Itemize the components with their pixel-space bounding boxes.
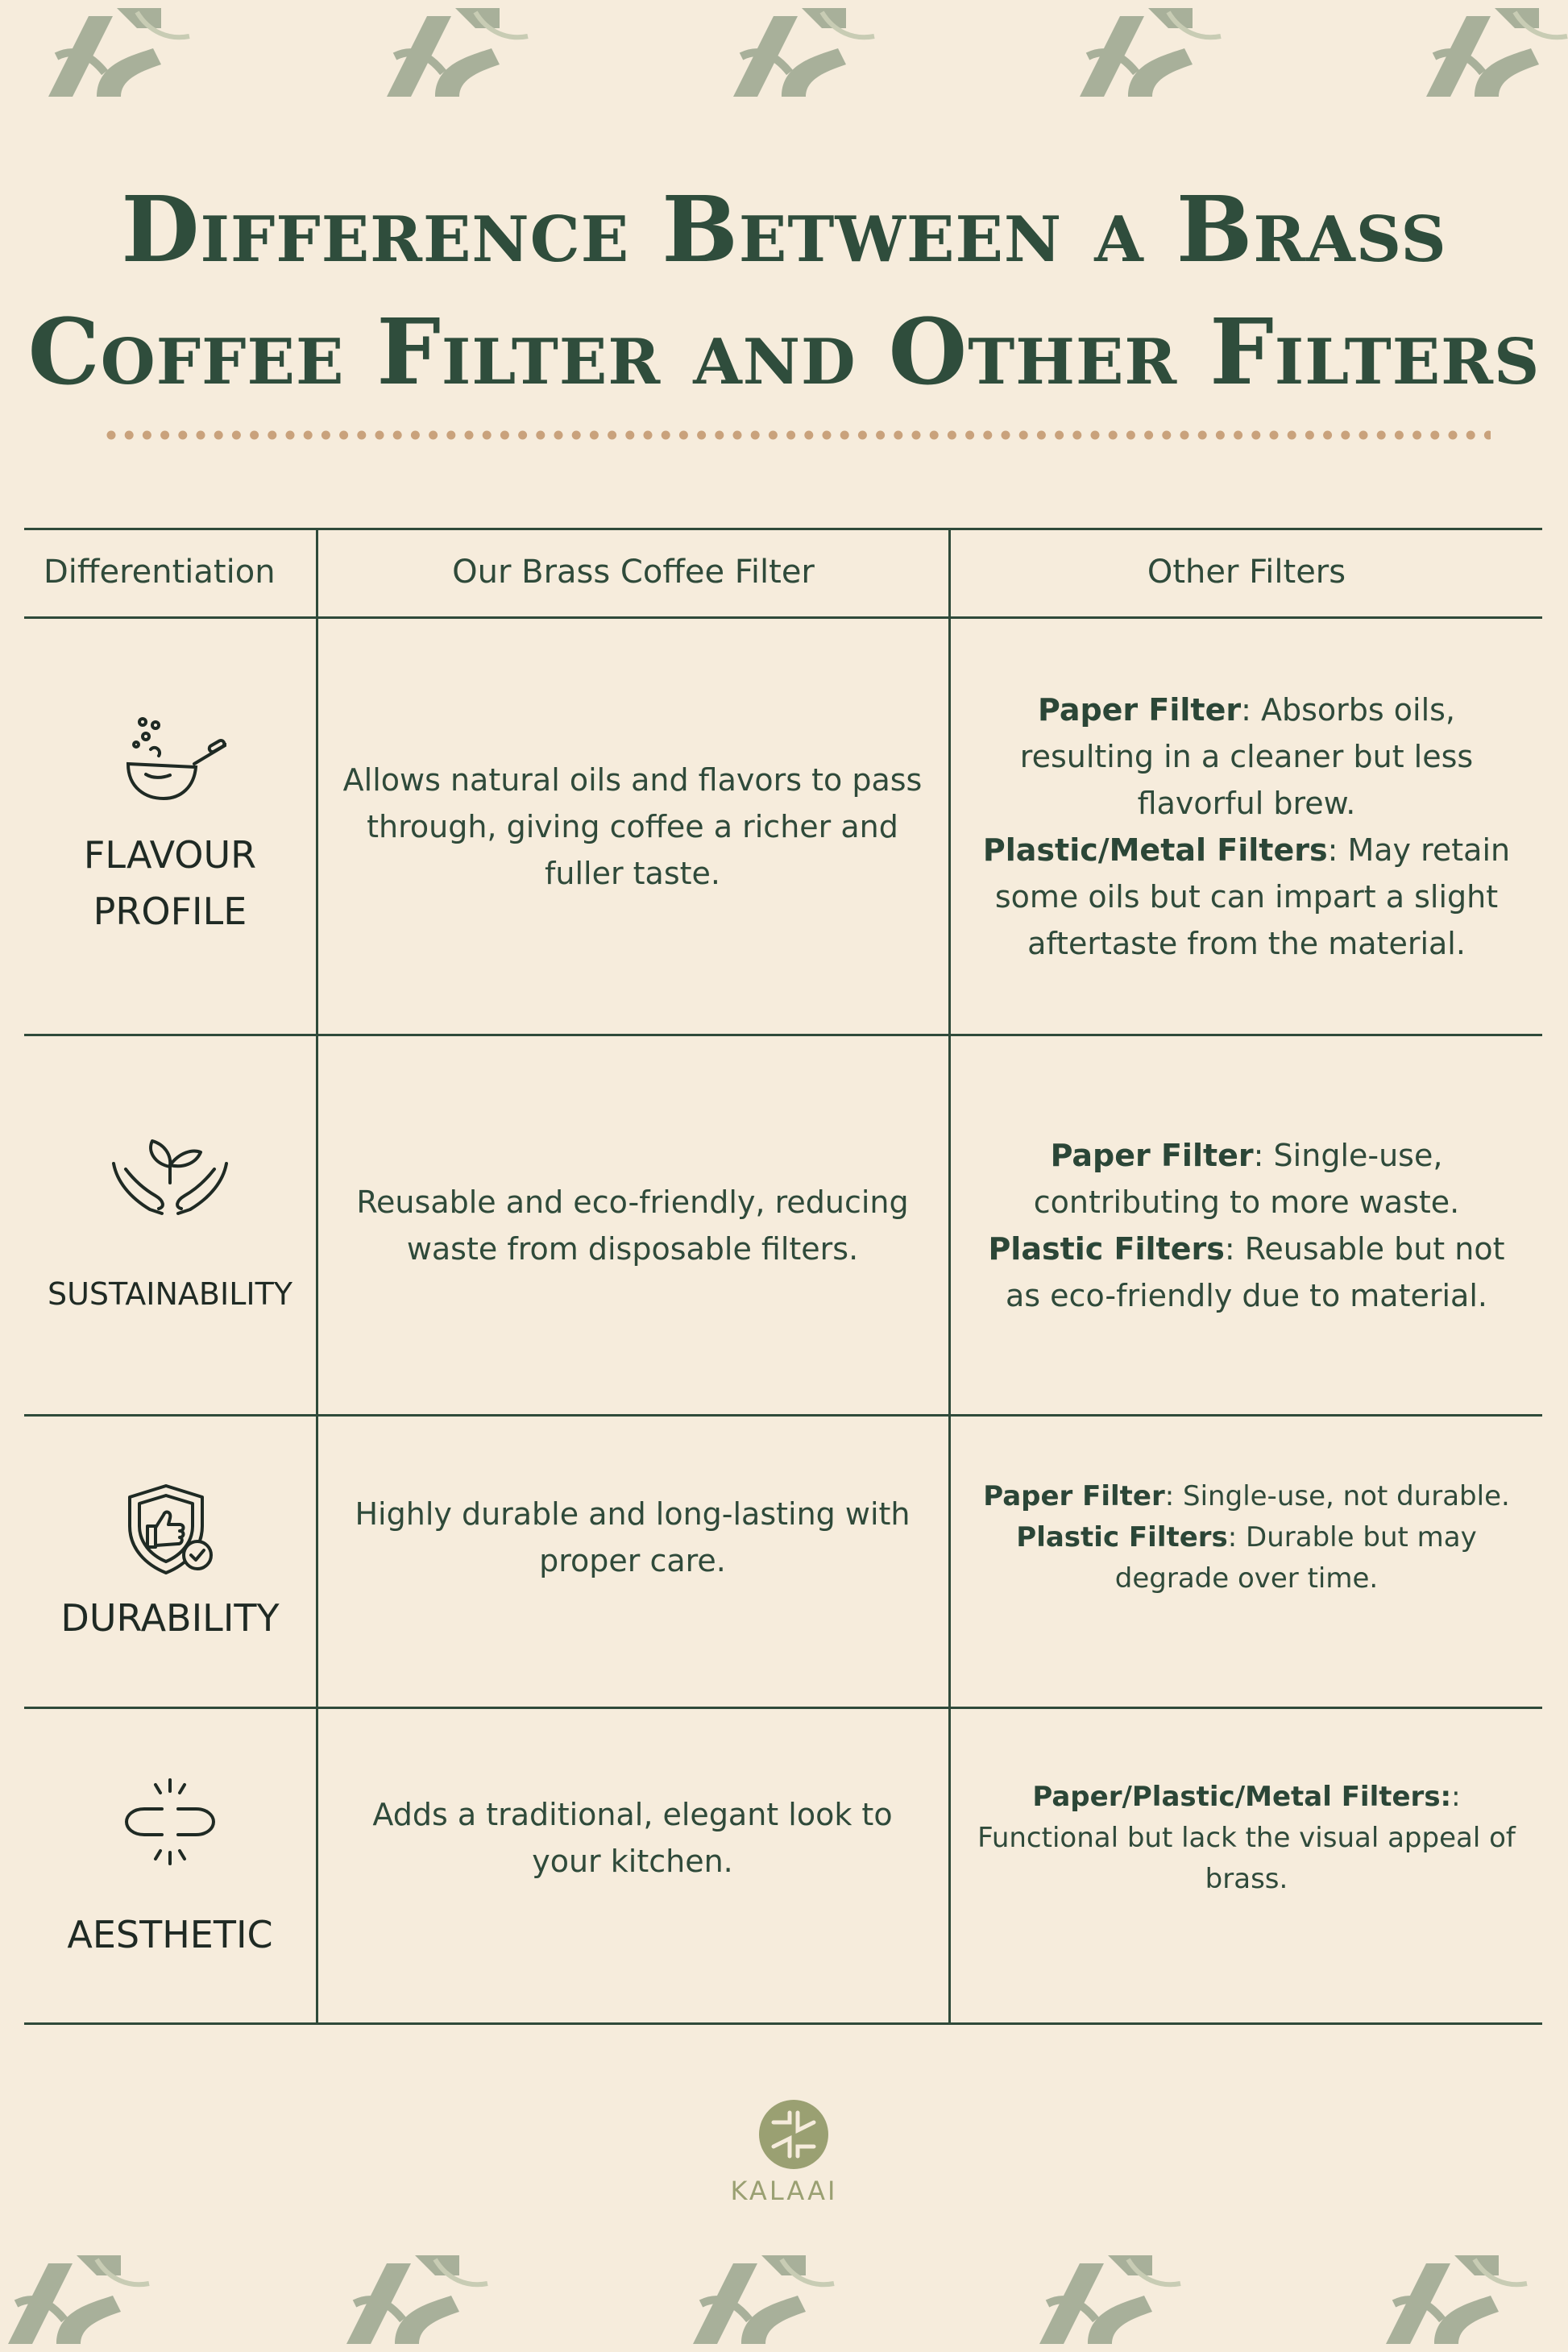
- divider-dot: [446, 431, 455, 440]
- divider-dot: [125, 431, 134, 440]
- page-title: [0, 169, 1568, 414]
- header-other-filters: Other Filters: [1147, 554, 1346, 591]
- filter-name: Paper Filter: [1037, 691, 1242, 728]
- brand-name: KALAAI: [730, 2176, 838, 2206]
- divider-dot: [1144, 431, 1153, 440]
- divider-dot: [1430, 431, 1439, 440]
- divider-dot: [393, 431, 402, 440]
- filter-name: Paper/Plastic/Metal Filters:: [1032, 1780, 1452, 1813]
- header-differentiation: Differentiation: [44, 554, 276, 591]
- divider-dot: [858, 431, 867, 440]
- divider-dot: [1216, 431, 1225, 440]
- divider-dot: [786, 431, 795, 440]
- filter-desc: : May retain some oils but can impart a slight aftertaste from the material.: [994, 832, 1511, 961]
- divider-dot: [197, 431, 205, 440]
- divider-dot: [1072, 431, 1081, 440]
- comparison-table: [24, 528, 1542, 2025]
- label-line: PROFILE: [93, 889, 247, 933]
- divider-dot: [625, 431, 634, 440]
- filter-desc: : Durable but may degrade over time.: [1114, 1520, 1477, 1595]
- divider-dot: [662, 431, 670, 440]
- divider-dot: [107, 431, 116, 440]
- title-line-1: Difference Between a Brass: [121, 177, 1447, 283]
- divider-dot: [1234, 431, 1242, 440]
- divider-dot: [1251, 431, 1260, 440]
- filter-desc: : Absorbs oils, resulting in a cleaner but less flavorful brew.: [1019, 691, 1474, 821]
- brass-durability-cell: [342, 1417, 923, 1658]
- divider-dot: [1162, 431, 1171, 440]
- divider-dot: [948, 431, 956, 440]
- column-divider: [316, 528, 318, 2025]
- bottom-pattern-band: [0, 2247, 1568, 2352]
- row-label-sustainability: [24, 1036, 316, 1414]
- divider-dot: [214, 431, 223, 440]
- divider-dot: [894, 431, 902, 440]
- dotted-divider: [105, 427, 1491, 443]
- divider-dot: [590, 431, 599, 440]
- divider-dot: [1412, 431, 1421, 440]
- divider-dot: [1126, 431, 1135, 440]
- divider-dot: [483, 431, 492, 440]
- filter-name: Plastic Filters: [1016, 1520, 1228, 1553]
- divider-dot: [286, 431, 295, 440]
- cell-text: Reusable and eco-friendly, reducing waste from disposable filters.: [356, 1184, 909, 1267]
- divider-dot: [500, 431, 509, 440]
- filter-name: Plastic Filters: [988, 1230, 1225, 1267]
- divider-dot: [1359, 431, 1368, 440]
- divider-dot: [1198, 431, 1207, 440]
- divider-dot: [697, 431, 706, 440]
- column-divider: [948, 528, 951, 2025]
- row-label-aesthetic: [24, 1709, 316, 2022]
- divider-dot: [178, 431, 187, 440]
- filter-name: Paper Filter: [1050, 1137, 1254, 1173]
- divider-dot: [1305, 431, 1314, 440]
- other-durability-cell: [967, 1417, 1526, 1658]
- divider-dot: [554, 431, 563, 440]
- divider-dot: [411, 431, 420, 440]
- divider-dot: [983, 431, 992, 440]
- broken-link-icon: [114, 1773, 226, 1870]
- table-rule: [24, 2022, 1542, 2025]
- divider-dot: [429, 431, 438, 440]
- divider-dot: [1180, 431, 1189, 440]
- top-pattern-band: [0, 0, 1568, 105]
- row-label-text: SUSTAINABILITY: [47, 1276, 293, 1312]
- filter-desc: : Functional but lack the visual appeal of brass.: [977, 1780, 1516, 1895]
- divider-dot: [930, 431, 939, 440]
- divider-dot: [465, 431, 474, 440]
- divider-dot: [733, 431, 742, 440]
- divider-dot: [1055, 431, 1064, 440]
- cell-text: Highly durable and long-lasting with proper care.: [355, 1496, 911, 1578]
- divider-dot: [304, 431, 313, 440]
- filter-desc: : Reusable but not as eco-friendly due to material.: [1006, 1230, 1505, 1313]
- divider-dot: [769, 431, 778, 440]
- row-label-text: AESTHETIC: [67, 1912, 273, 1956]
- divider-dot: [518, 431, 527, 440]
- divider-dot: [876, 431, 885, 440]
- cell-text: Adds a traditional, elegant look to your kitchen.: [372, 1797, 893, 1879]
- filter-name: Plastic/Metal Filters: [982, 832, 1328, 868]
- divider-dot: [751, 431, 760, 440]
- table-rule: [24, 528, 1542, 530]
- row-label-text: [84, 827, 256, 940]
- divider-dot: [679, 431, 688, 440]
- filter-desc: : Single-use, not durable.: [1164, 1479, 1510, 1512]
- other-sustainability-cell: [967, 1036, 1526, 1414]
- divider-dot: [644, 431, 653, 440]
- kalaai-logo-icon: [757, 2098, 830, 2171]
- divider-dot: [1323, 431, 1332, 440]
- divider-dot: [1109, 431, 1118, 440]
- divider-dot: [268, 431, 276, 440]
- other-flavour-cell: [967, 619, 1526, 1034]
- divider-dot: [357, 431, 366, 440]
- label-line: FLAVOUR: [83, 832, 257, 877]
- divider-dot: [1270, 431, 1279, 440]
- divider-dot: [160, 431, 169, 440]
- divider-dot: [1091, 431, 1100, 440]
- divider-dot: [1395, 431, 1404, 440]
- shield-thumbs-up-icon: [122, 1481, 218, 1578]
- decorative-pattern-icon: [0, 0, 1568, 105]
- cell-text: Allows natural oils and flavors to pass through, giving coffee a richer and fuller taste.: [342, 761, 923, 891]
- divider-dot: [375, 431, 384, 440]
- filter-name: Paper Filter: [983, 1479, 1165, 1512]
- brass-aesthetic-cell: [342, 1709, 923, 1967]
- divider-dot: [1466, 431, 1475, 440]
- divider-dot: [572, 431, 581, 440]
- divider-dot: [339, 431, 348, 440]
- divider-dot: [715, 431, 724, 440]
- divider-dot: [250, 431, 259, 440]
- divider-dot: [823, 431, 832, 440]
- divider-dot: [912, 431, 921, 440]
- divider-dot: [840, 431, 849, 440]
- divider-dot: [232, 431, 241, 440]
- title-line-2: Coffee Filter and Other Filters: [27, 300, 1541, 405]
- divider-dot: [1288, 431, 1296, 440]
- divider-dot: [804, 431, 813, 440]
- header-brass-filter: Our Brass Coffee Filter: [452, 554, 815, 591]
- divider-dot: [608, 431, 616, 440]
- divider-dot: [536, 431, 545, 440]
- brass-sustainability-cell: [342, 1036, 923, 1414]
- divider-dot: [1019, 431, 1028, 440]
- divider-dot: [1377, 431, 1386, 440]
- divider-dot: [1002, 431, 1010, 440]
- row-label-durability: [24, 1417, 316, 1707]
- divider-dot: [1341, 431, 1350, 440]
- decorative-pattern-icon: [0, 2247, 1568, 2352]
- hands-leaves-icon: [106, 1133, 234, 1222]
- divider-dot: [321, 431, 330, 440]
- divider-dot: [1449, 431, 1458, 440]
- other-aesthetic-cell: [967, 1709, 1526, 1967]
- divider-dot: [143, 431, 151, 440]
- row-label-flavour: [24, 619, 316, 1034]
- divider-dot: [1484, 431, 1491, 440]
- divider-dot: [965, 431, 974, 440]
- brass-flavour-cell: [342, 619, 923, 1034]
- wok-cooking-icon: [114, 714, 226, 811]
- divider-dot: [1037, 431, 1046, 440]
- filter-desc: : Single-use, contributing to more waste.: [1033, 1137, 1460, 1220]
- row-label-text: DURABILITY: [60, 1596, 280, 1640]
